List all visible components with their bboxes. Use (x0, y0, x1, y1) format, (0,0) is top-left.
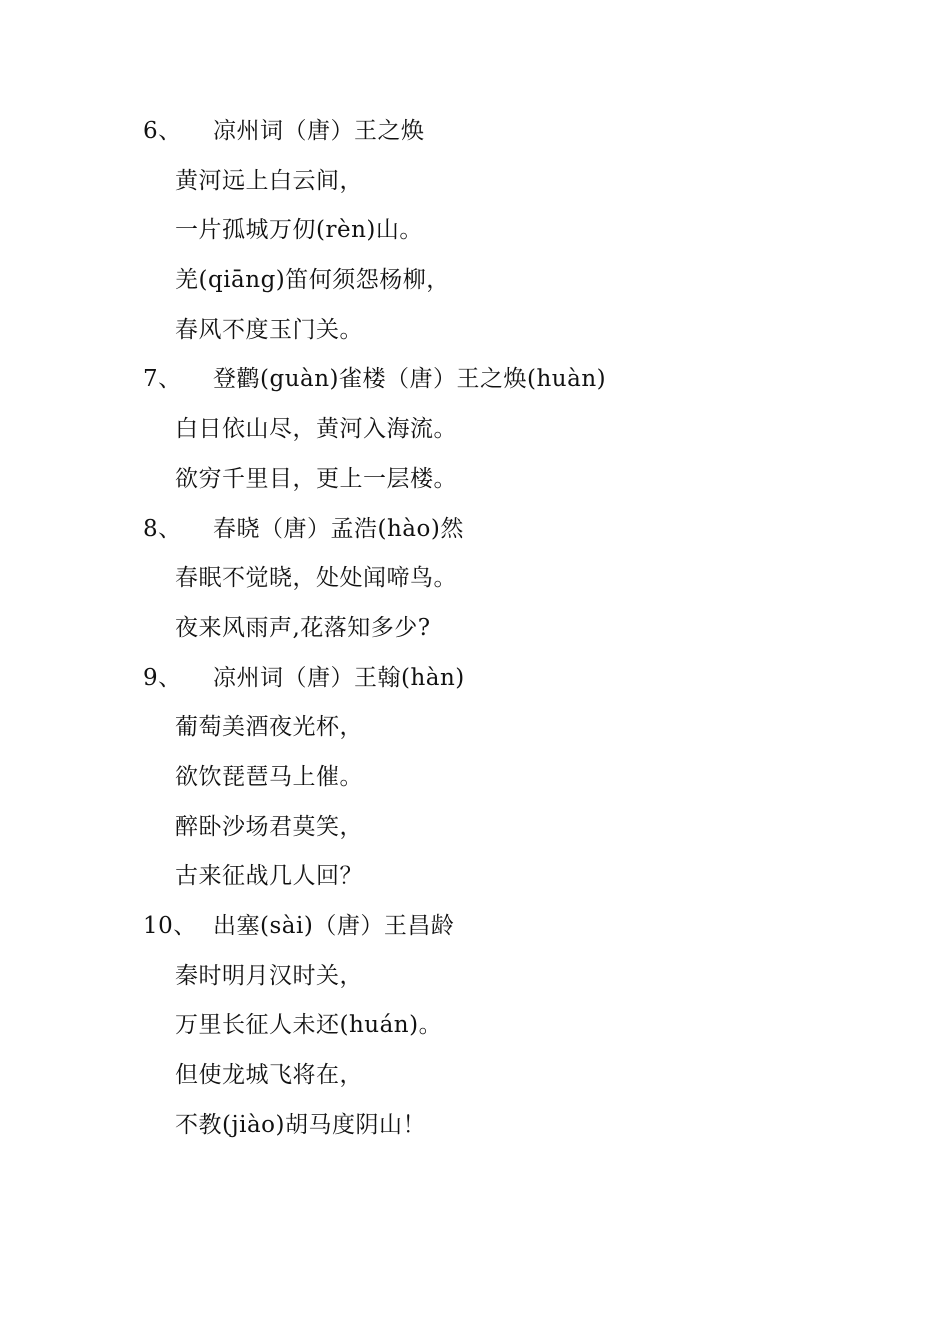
poem-heading: 春晓（唐）孟浩(hào)然 (213, 515, 464, 542)
poem-title (143, 505, 843, 555)
poem-title (143, 654, 843, 704)
poem-number: 10、 (143, 913, 197, 939)
poem-8 (143, 505, 843, 654)
poem-9 (143, 654, 843, 902)
poem-line: 葡萄美酒夜光杯， (175, 714, 363, 741)
poem-line: 秦时明月汉时关， (175, 962, 363, 989)
poem-number: 7、 (143, 366, 182, 393)
poem-line: 不教(jiào)胡马度阴山！ (175, 1111, 426, 1138)
poem-heading: 登鹳(guàn)雀楼（唐）王之焕(huàn) (213, 366, 607, 393)
poem-title (143, 902, 843, 952)
poem-title (143, 107, 843, 157)
poem-line: 春眠不觉晓，处处闻啼鸟。 (175, 565, 457, 592)
poem-line: 夜来风雨声,花落知多少? (175, 614, 431, 641)
poem-line: 醉卧沙场君莫笑， (175, 813, 363, 840)
poem-line: 欲饮琵琶马上催。 (175, 763, 363, 790)
poem-line: 万里长征人未还(huán)。 (175, 1012, 443, 1039)
poem-number: 8、 (143, 515, 182, 542)
poem-line: 但使龙城飞将在， (175, 1062, 363, 1089)
poem-10 (143, 902, 843, 1150)
poem-line: 春风不度玉门关。 (175, 316, 363, 343)
poem-heading: 出塞(sài)（唐）王昌龄 (213, 913, 455, 939)
poem-line: 欲穷千里目，更上一层楼。 (175, 465, 457, 492)
poem-title (143, 355, 843, 405)
poem-list (143, 107, 843, 1150)
poem-7 (143, 355, 843, 504)
poem-number: 9、 (143, 664, 182, 691)
poem-heading: 凉州词（唐）王翰(hàn) (213, 664, 465, 691)
poem-6 (143, 107, 843, 355)
poem-line: 白日依山尽，黄河入海流。 (175, 416, 457, 443)
poem-number: 6、 (143, 118, 182, 144)
poem-line: 一片孤城万仞(rèn)山。 (175, 217, 423, 244)
poem-line: 羌(qiāng)笛何须怨杨柳， (175, 267, 450, 294)
poem-line: 古来征战几人回？ (175, 863, 363, 890)
poem-heading: 凉州词（唐）王之焕 (213, 118, 425, 144)
poem-line: 黄河远上白云间， (175, 167, 363, 194)
